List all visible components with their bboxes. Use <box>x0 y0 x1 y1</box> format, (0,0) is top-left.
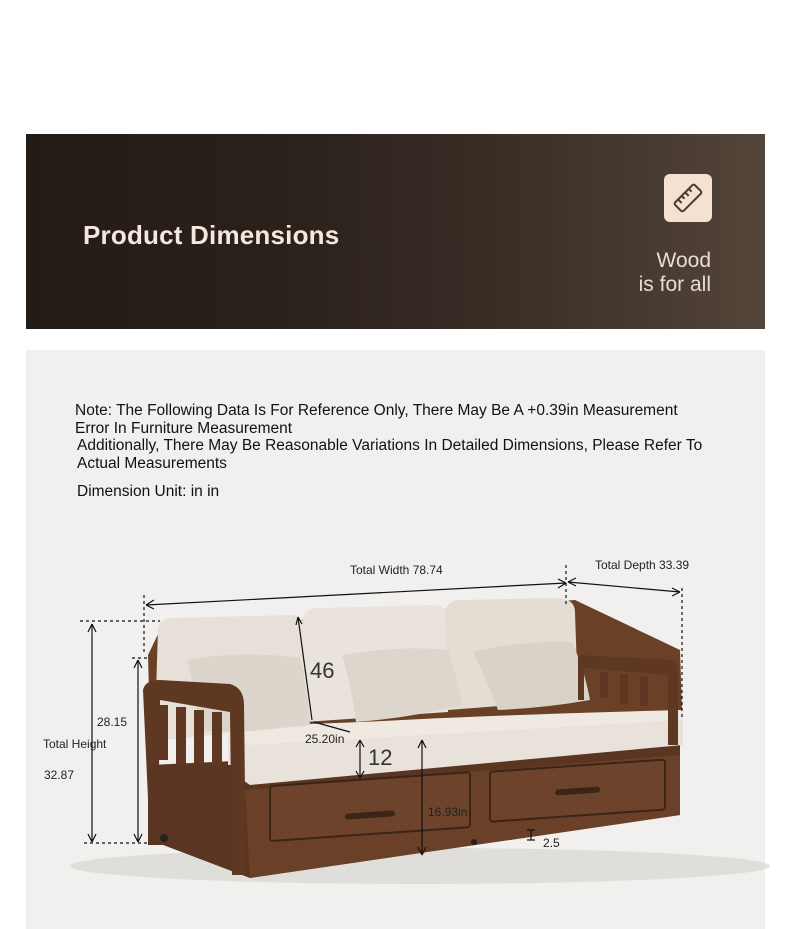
note-line-1: Note: The Following Data Is For Reference Only, There May Be A +0.39in Measurement <box>75 402 678 419</box>
total-depth-label: Total Depth 33.39 <box>595 558 690 572</box>
floor-shadow <box>70 848 770 884</box>
seat-height-label: 16.93in <box>428 805 468 819</box>
slogan-line-2: is for all <box>638 273 711 296</box>
total-height-value: 32.87 <box>44 768 75 782</box>
right-arm-slat-3 <box>640 676 648 706</box>
slogan-line-1: Wood <box>656 249 711 272</box>
left-arm-front <box>148 765 232 845</box>
note-line-4: Actual Measurements <box>77 455 227 472</box>
note-line-3: Additionally, There May Be Reasonable Variations In Detailed Dimensions, Please Refer To <box>77 437 703 454</box>
left-arm-slat-4 <box>212 712 222 774</box>
arm-height-label: 28.15 <box>97 715 128 729</box>
dimension-unit: Dimension Unit: in in <box>77 483 220 500</box>
leg-front-right <box>471 839 477 845</box>
note-line-2: Error In Furniture Measurement <box>75 420 293 437</box>
page-title: Product Dimensions <box>83 220 340 250</box>
left-arm-slat-1 <box>158 705 168 760</box>
left-arm-slat-3 <box>194 710 204 770</box>
leg-clearance-label: 2.5 <box>543 836 560 850</box>
total-width-label: Total Width 78.74 <box>350 563 443 577</box>
seat-depth-label: 25.20in <box>305 732 345 746</box>
total-height-label: Total Height <box>43 737 107 751</box>
leg-front-left <box>160 834 168 842</box>
right-arm-slat-1 <box>600 672 608 698</box>
seat-thickness-label: 12 <box>368 745 393 770</box>
right-arm-slat-2 <box>620 674 628 704</box>
left-arm-slat-2 <box>176 707 186 767</box>
depth-arrow <box>568 582 680 592</box>
back-height-label: 46 <box>310 658 335 683</box>
